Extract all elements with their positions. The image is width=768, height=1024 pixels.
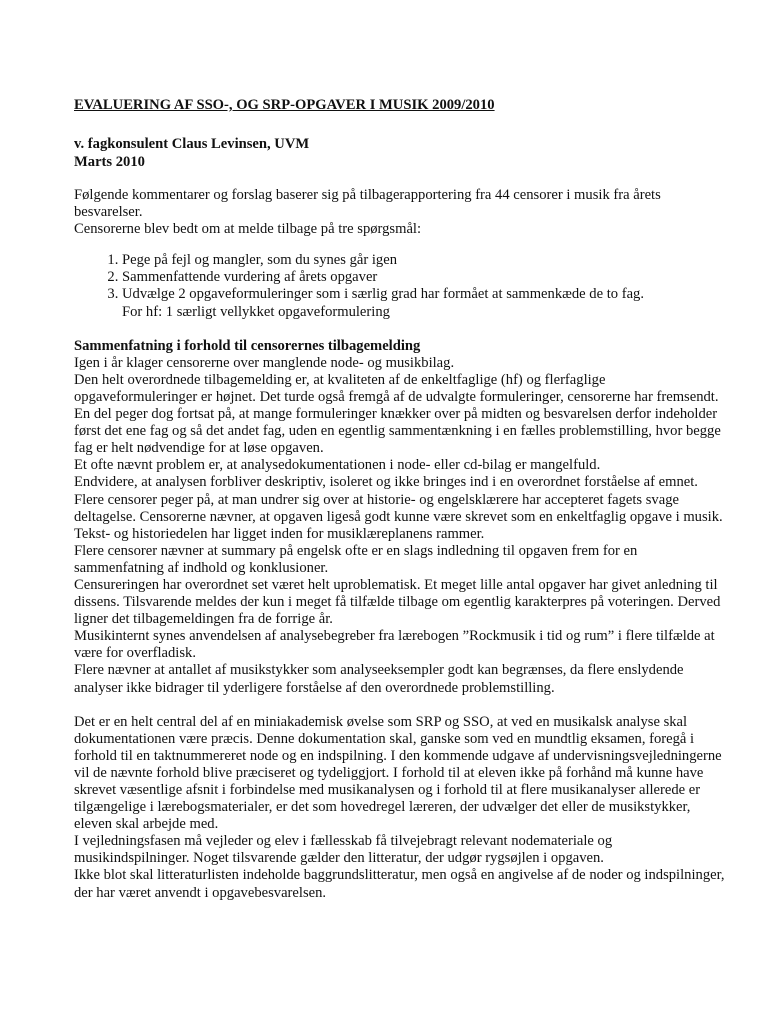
paragraph: Endvidere, at analysen forbliver deskriptiv, isoleret og ikke bringes ind i en overordnet forståelse af emnet. Flere censorer peger på, at man undrer sig over at historie- og engelsklærere har accepteret fagets svage deltagelse. Censorerne nævner, at opgaven ligeså godt kunne være skrevet som en enkeltfaglig opgave i musik. Tekst- og historiedelen har ligget inden for musiklæreplanens rammer. — [74, 474, 723, 542]
paragraph: Igen i år klager censorerne over manglende node- og musikbilag. — [74, 354, 455, 371]
paragraph: Det er en helt central del af en miniakademisk øvelse som SRP og SSO, at ved en musikalsk analyse skal dokumentationen være præcis. Denne dokumentation skal, ganske som ved en mundtlig eksamen, foregå i forhold til en taktnummereret node og en indspilning. I den kommende udgave af undervisningsvejledningerne vil de nævnte forhold blive præciseret og tydeliggjort. I forhold til at eleven ikke på forhånd må kunne have skrevet væsentlige afsnit i forbindelse med musikanalysen og i forhold til at flere musikanalyser allerede er tilgængelige i lærebogsmaterialer, er det som hovedregel læreren, der udvælger det eller de musikstykker, eleven skal arbejde med. — [74, 713, 722, 833]
paragraph: Et ofte nævnt problem er, at analysedokumentationen i node- eller cd-bilag er mangelfuld. — [74, 457, 601, 474]
list-item: 1. Pege på fejl og mangler, som du synes går igen — [122, 252, 728, 269]
document-title: EVALUERING AF SSO-, OG SRP-OPGAVER I MUSIK 2009/2010 — [74, 97, 495, 113]
section-heading: Sammenfatning i forhold til censorernes tilbagemelding — [74, 337, 421, 354]
intro-paragraph: Censorerne blev bedt om at melde tilbage på tre spørgsmål: — [74, 221, 422, 238]
paragraph: Flere censorer nævner at summary på engelsk ofte er en slags indledning til opgaven frem for en sammenfatning af indhold og konklusioner. — [74, 542, 638, 576]
paragraph: Den helt overordnede tilbagemelding er, at kvaliteten af de enkeltfaglige (hf) og flerfaglige opgaveformuleringer er højnet. Det turde også fremgå af de udvalgte formuleringer, censorerne har fremsendt. En del peger dog fortsat på, at mange formuleringer knækker over på midten og besvarelsen derfor indeholder først det ene fag og så det andet fag, uden en egentlig sammentænkning i en fælles problemstilling, hvor begge fag er helt nødvendige for at løse opgaven. — [74, 371, 721, 457]
document-date: Marts 2010 — [74, 154, 145, 170]
list-item-note: For hf: 1 særligt vellykket opgaveformulering — [122, 303, 390, 320]
paragraph: Flere nævner at antallet af musikstykker som analyseeksempler godt kan begrænses, da flere enslydende analyser ikke bidrager til yderligere forståelse af den overordnede problemstilling. — [74, 662, 684, 696]
paragraph: Ikke blot skal litteraturlisten indeholde baggrundslitteratur, men også en angivelse af de noder og indspilninger, der har været anvendt i opgavebesvarelsen. — [74, 867, 725, 901]
intro-paragraph: Følgende kommentarer og forslag baserer sig på tilbagerapportering fra 44 censorer i musik fra årets besvarelser. — [74, 187, 661, 221]
question-list — [74, 252, 728, 320]
list-item: 3. Udvælge 2 opgaveformuleringer som i særlig grad har formået at sammenkæde de to fag. For hf: 1 særligt vellykket opgaveformulering — [122, 286, 728, 320]
paragraph: I vejledningsfasen må vejleder og elev i fællesskab få tilvejebragt relevant nodemateriale og musikindspilninger. Noget tilsvarende gælder den litteratur, der udgør rygsøjlen i opgaven. — [74, 833, 613, 867]
summary-section — [74, 355, 728, 697]
intro-section — [74, 187, 728, 238]
list-item: 2. Sammenfattende vurdering af årets opgaver — [122, 269, 728, 286]
closing-section — [74, 714, 728, 902]
document-author: v. fagkonsulent Claus Levinsen, UVM — [74, 136, 310, 152]
paragraph: Censureringen har overordnet set været helt uproblematisk. Et meget lille antal opgaver har givet anledning til dissens. Tilsvarende meldes der kun i meget få tilfælde tilbage om egentlig karakterpres på voteringen. Derved ligner det tilbagemeldingen fra de forrige år. — [74, 576, 721, 628]
paragraph: Musikinternt synes anvendelsen af analysebegreber fra lærebogen ”Rockmusik i tid og rum” i flere tilfælde at være for overfladisk. — [74, 628, 715, 662]
